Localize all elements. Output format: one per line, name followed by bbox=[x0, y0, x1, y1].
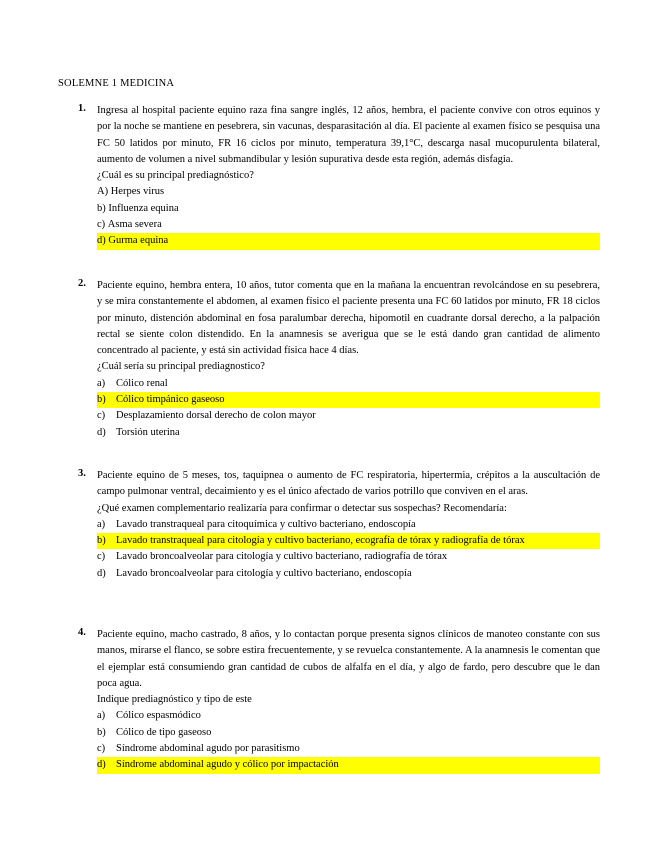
answer-option-a[interactable] bbox=[97, 376, 600, 392]
answer-option-d-highlighted[interactable] bbox=[97, 757, 600, 773]
option-label: b) bbox=[97, 535, 106, 547]
answer-option-c[interactable] bbox=[97, 217, 600, 233]
answer-option-b-highlighted[interactable] bbox=[97, 392, 600, 408]
option-label: d) bbox=[97, 235, 106, 247]
option-text: Desplazamiento dorsal derecho de colon mayor bbox=[116, 410, 316, 422]
answer-option-c[interactable] bbox=[97, 408, 600, 424]
option-label: a) bbox=[97, 377, 106, 389]
answer-option-c[interactable] bbox=[97, 549, 600, 565]
answer-option-d[interactable] bbox=[97, 425, 600, 441]
answer-option-a[interactable] bbox=[97, 184, 600, 200]
option-text: Síndrome abdominal agudo por parasitismo bbox=[116, 743, 300, 755]
answer-option-c[interactable] bbox=[97, 741, 600, 757]
question-3 bbox=[78, 468, 600, 582]
question-prompt: ¿Cuál es su principal prediagnóstico? bbox=[97, 170, 254, 182]
option-text: Cólico renal bbox=[116, 377, 168, 389]
option-text: Síndrome abdominal agudo y cólico por impactación bbox=[116, 759, 339, 771]
option-label: b) bbox=[97, 202, 106, 214]
question-number: 4. bbox=[78, 627, 86, 638]
question-prompt: ¿Qué examen complementario realizaría para confirmar o detectar sus sospechas? Recomendaría: bbox=[97, 502, 507, 514]
answer-option-a[interactable] bbox=[97, 517, 600, 533]
option-text: Cólico espasmódico bbox=[116, 710, 201, 722]
question-text: Paciente equino de 5 meses, tos, taquipnea o aumento de FC respiratoria, hipertermia, crépitos a la auscultación de campo pulmonar ventral, decaimiento y es el único afectado de varios potrillo que conviven en el aras. bbox=[97, 470, 600, 498]
question-1 bbox=[78, 103, 600, 250]
option-label: c) bbox=[97, 551, 106, 563]
option-label: b) bbox=[97, 726, 106, 738]
question-number: 3. bbox=[78, 468, 86, 479]
answer-option-b[interactable] bbox=[97, 201, 600, 217]
option-text: Torsión uterina bbox=[116, 426, 180, 438]
answer-options bbox=[78, 376, 600, 441]
option-label: c) bbox=[97, 410, 106, 422]
question-text: Paciente equino, macho castrado, 8 años, y lo contactan porque presenta signos clínicos de manoteo constante con sus manos, mirarse el flanco, se sobre estira frecuentemente, y se revuelca constantemente. A la anamnesis le comentan que el ejemplar está consumiendo gran cantidad de cubos de alfalfa en el día, y algo de fardo, pero descubre que le dan poca agua. bbox=[97, 629, 600, 689]
option-label: d) bbox=[97, 567, 106, 579]
answer-options bbox=[78, 708, 600, 773]
option-label: b) bbox=[97, 394, 106, 406]
question-text: Paciente equino, hembra entera, 10 años, tutor comenta que en la mañana la encuentran revolcándose en su pesebrera, y se mira constantemente el abdomen, al examen físico el paciente presenta una FC 60 latidos por minuto, FR 18 ciclos por minuto, distención abdominal en fosa paralumbar derecha, hipomotil en cuadrante dorsal derecho, a la palpación rectal se siente colon distendido. En la anamnesis se averigua que se le está dando gran cantidad de alimento concentrado al paciente, y está sin actividad física hace 4 días. bbox=[97, 280, 600, 357]
question-number: 1. bbox=[78, 103, 86, 114]
option-label: a) bbox=[97, 710, 106, 722]
option-text: Lavado broncoalveolar para citología y cultivo bacteriano, endoscopía bbox=[116, 567, 412, 579]
option-text: Herpes virus bbox=[110, 186, 165, 198]
option-text: Cólico de tipo gaseoso bbox=[116, 726, 212, 738]
answer-options bbox=[78, 517, 600, 582]
question-2 bbox=[78, 278, 600, 441]
question-prompt: ¿Cuál sería su principal prediagnostico? bbox=[97, 361, 265, 373]
option-text: Asma severa bbox=[107, 219, 162, 231]
option-text: Influenza equina bbox=[108, 202, 179, 214]
question-4 bbox=[78, 627, 600, 774]
option-text: Lavado transtraqueal para citología y cultivo bacteriano, ecografía de tórax y radiografía de tórax bbox=[116, 535, 525, 547]
option-text: Lavado transtraqueal para citoquímica y cultivo bacteriano, endoscopía bbox=[116, 518, 416, 530]
answer-option-d-highlighted[interactable] bbox=[97, 233, 600, 249]
question-number: 2. bbox=[78, 278, 86, 289]
question-prompt: Indique prediagnóstico y tipo de este bbox=[97, 694, 252, 706]
answer-options bbox=[78, 184, 600, 249]
page-title: SOLEMNE 1 MEDICINA bbox=[58, 78, 175, 89]
option-text: Lavado broncoalveolar para citología y cultivo bacteriano, radiografía de tórax bbox=[116, 551, 448, 563]
option-text: Cólico timpánico gaseoso bbox=[116, 394, 225, 406]
option-label: d) bbox=[97, 759, 106, 771]
option-label: c) bbox=[97, 743, 106, 755]
option-label: a) bbox=[97, 518, 106, 530]
option-label: A) bbox=[97, 186, 109, 198]
answer-option-b-highlighted[interactable] bbox=[97, 533, 600, 549]
answer-option-a[interactable] bbox=[97, 708, 600, 724]
option-label: d) bbox=[97, 426, 106, 438]
question-text: Ingresa al hospital paciente equino raza fina sangre inglés, 12 años, hembra, el paciente convive con otros equinos y por la noche se mantiene en pesebrera, sin vacunas, desparasitación al día. El paciente al examen físico se pesquisa una FC 50 latidos por minuto, FR 16 ciclos por minuto, temperatura 39,1°C, descarga nasal mucopurulenta bilateral, aumento de volumen a nivel submandibular y lesión supurativa desde esta región, además disfagia. bbox=[97, 105, 600, 165]
option-label: c) bbox=[97, 219, 106, 231]
answer-option-d[interactable] bbox=[97, 566, 600, 582]
answer-option-b[interactable] bbox=[97, 725, 600, 741]
option-text: Gurma equina bbox=[108, 235, 169, 247]
